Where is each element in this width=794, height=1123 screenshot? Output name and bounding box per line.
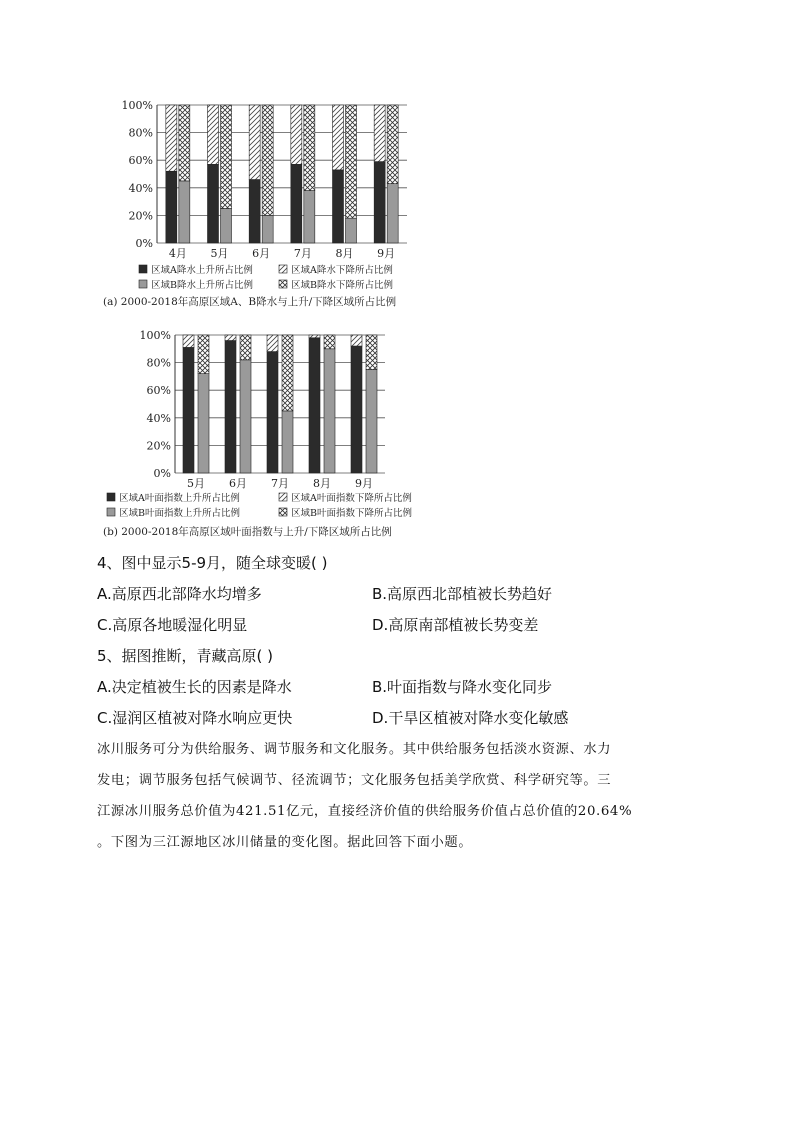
- bar-region-a-down: [351, 335, 362, 346]
- chart-a-svg: [95, 95, 455, 310]
- legend-label: 区域B降水上升所占比例: [151, 280, 253, 291]
- bar-region-b-up: [221, 209, 232, 244]
- q4-option-a[interactable]: A.高原西北部降水均增多: [97, 585, 262, 603]
- x-tick-label: 6月: [229, 477, 247, 490]
- legend-swatch: [139, 280, 147, 288]
- bar-region-b-down: [324, 335, 335, 349]
- bar-region-b-down: [282, 335, 293, 411]
- bar-region-a-up: [166, 171, 177, 243]
- bar-region-a-up: [291, 164, 302, 243]
- x-tick-label: 8月: [313, 477, 331, 490]
- bar-region-b-down: [346, 105, 357, 218]
- q4-option-b[interactable]: B.高原西北部植被长势趋好: [372, 585, 553, 603]
- y-tick-label: 40%: [128, 181, 153, 195]
- bar-region-b-down: [198, 335, 209, 374]
- legend-swatch: [279, 280, 287, 288]
- x-tick-label: 7月: [293, 247, 312, 260]
- y-tick-label: 40%: [146, 411, 171, 425]
- q5-option-a[interactable]: A.决定植被生长的因素是降水: [97, 678, 292, 696]
- x-tick-label: 8月: [335, 247, 354, 260]
- chart-b: [95, 323, 465, 538]
- x-tick-label: 9月: [355, 477, 373, 490]
- chart-b-svg: [95, 323, 465, 538]
- bar-region-a-up: [208, 164, 219, 243]
- x-tick-label: 7月: [271, 477, 289, 490]
- bar-region-b-up: [198, 374, 209, 473]
- bar-region-a-down: [291, 105, 302, 164]
- bar-region-b-up: [262, 215, 273, 243]
- chart-caption: (b) 2000-2018年高原区域叶面指数与上升/下降区域所占比例: [103, 526, 392, 538]
- legend-swatch: [107, 508, 115, 516]
- bar-region-b-down: [179, 105, 190, 181]
- bar-region-b-down: [221, 105, 232, 209]
- legend-label: 区域A降水上升所占比例: [151, 265, 253, 276]
- bar-region-a-down: [183, 335, 194, 347]
- bar-region-b-down: [304, 105, 315, 191]
- bar-region-b-up: [346, 218, 357, 243]
- passage-line: 江源冰川服务总价值为421.51亿元，直接经济价值的供给服务价值占总价值的20.64%: [97, 804, 633, 819]
- y-tick-label: 0%: [135, 237, 153, 250]
- bar-region-a-down: [166, 105, 177, 171]
- legend-swatch: [279, 265, 287, 273]
- x-tick-label: 9月: [377, 247, 396, 260]
- bar-region-a-up: [225, 341, 236, 473]
- x-tick-label: 5月: [187, 477, 205, 490]
- x-tick-label: 4月: [168, 247, 187, 260]
- bar-region-a-up: [351, 346, 362, 473]
- y-tick-label: 60%: [128, 154, 153, 168]
- legend-swatch: [107, 493, 115, 501]
- question-4-stem: 4、图中显示5-9月，随全球变暖( ): [97, 554, 328, 572]
- bar-region-b-up: [387, 184, 398, 243]
- legend-swatch: [279, 493, 287, 501]
- bar-region-a-down: [225, 335, 236, 341]
- bar-region-a-up: [333, 170, 344, 243]
- question-5-stem: 5、据图推断，青藏高原( ): [97, 647, 274, 665]
- bar-region-a-down: [249, 105, 260, 180]
- bar-region-b-up: [304, 191, 315, 243]
- legend-label: 区域B降水下降所占比例: [291, 280, 393, 291]
- q4-option-c[interactable]: C.高原各地暖湿化明显: [97, 616, 248, 634]
- y-tick-label: 20%: [128, 209, 153, 223]
- bar-region-a-up: [267, 352, 278, 473]
- bar-region-b-down: [387, 105, 398, 184]
- y-tick-label: 0%: [153, 467, 171, 480]
- bar-region-b-up: [366, 370, 377, 474]
- q5-option-d[interactable]: D.干旱区植被对降水变化敏感: [372, 709, 569, 727]
- y-tick-label: 80%: [128, 126, 153, 140]
- y-tick-label: 100%: [121, 99, 153, 112]
- passage-line: 。下图为三江源地区冰川储量的变化图。据此回答下面小题。: [97, 835, 473, 850]
- legend-label: 区域A叶面指数下降所占比例: [291, 493, 412, 504]
- chart-a: [95, 95, 455, 310]
- passage-line: 发电；调节服务包括气候调节、径流调节；文化服务包括美学欣赏、科学研究等。三: [97, 773, 612, 788]
- glacier-passage: [97, 734, 697, 858]
- legend-swatch: [279, 508, 287, 516]
- bar-region-a-down: [333, 105, 344, 170]
- y-tick-label: 80%: [146, 356, 171, 370]
- bar-region-a-up: [309, 338, 320, 473]
- bar-region-b-down: [262, 105, 273, 215]
- q5-option-b[interactable]: B.叶面指数与降水变化同步: [372, 678, 553, 696]
- bar-region-b-down: [366, 335, 377, 370]
- legend-label: 区域A叶面指数上升所占比例: [119, 493, 240, 504]
- x-tick-label: 6月: [252, 247, 271, 260]
- bar-region-a-up: [183, 347, 194, 473]
- q5-option-c[interactable]: C.湿润区植被对降水响应更快: [97, 709, 293, 727]
- x-tick-label: 5月: [210, 247, 229, 260]
- bar-region-a-down: [267, 335, 278, 352]
- legend-label: 区域B叶面指数下降所占比例: [291, 508, 412, 519]
- bar-region-b-down: [240, 335, 251, 360]
- legend-label: 区域B叶面指数上升所占比例: [119, 508, 240, 519]
- bar-region-b-up: [240, 360, 251, 473]
- y-tick-label: 100%: [139, 329, 171, 342]
- y-tick-label: 20%: [146, 439, 171, 453]
- legend-swatch: [139, 265, 147, 273]
- bar-region-a-up: [374, 162, 385, 243]
- chart-caption: (a) 2000-2018年高原区域A、B降水与上升/下降区域所占比例: [103, 296, 397, 308]
- legend-label: 区域A降水下降所占比例: [291, 265, 393, 276]
- bar-region-a-up: [249, 180, 260, 243]
- bar-region-b-up: [179, 181, 190, 243]
- bar-region-a-down: [309, 335, 320, 338]
- bar-region-a-down: [208, 105, 219, 164]
- bar-region-b-up: [324, 349, 335, 473]
- bar-region-a-down: [374, 105, 385, 162]
- q4-option-d[interactable]: D.高原南部植被长势变差: [372, 616, 539, 634]
- passage-line: 冰川服务可分为供给服务、调节服务和文化服务。其中供给服务包括淡水资源、水力: [97, 742, 612, 757]
- bar-region-b-up: [282, 411, 293, 473]
- y-tick-label: 60%: [146, 384, 171, 398]
